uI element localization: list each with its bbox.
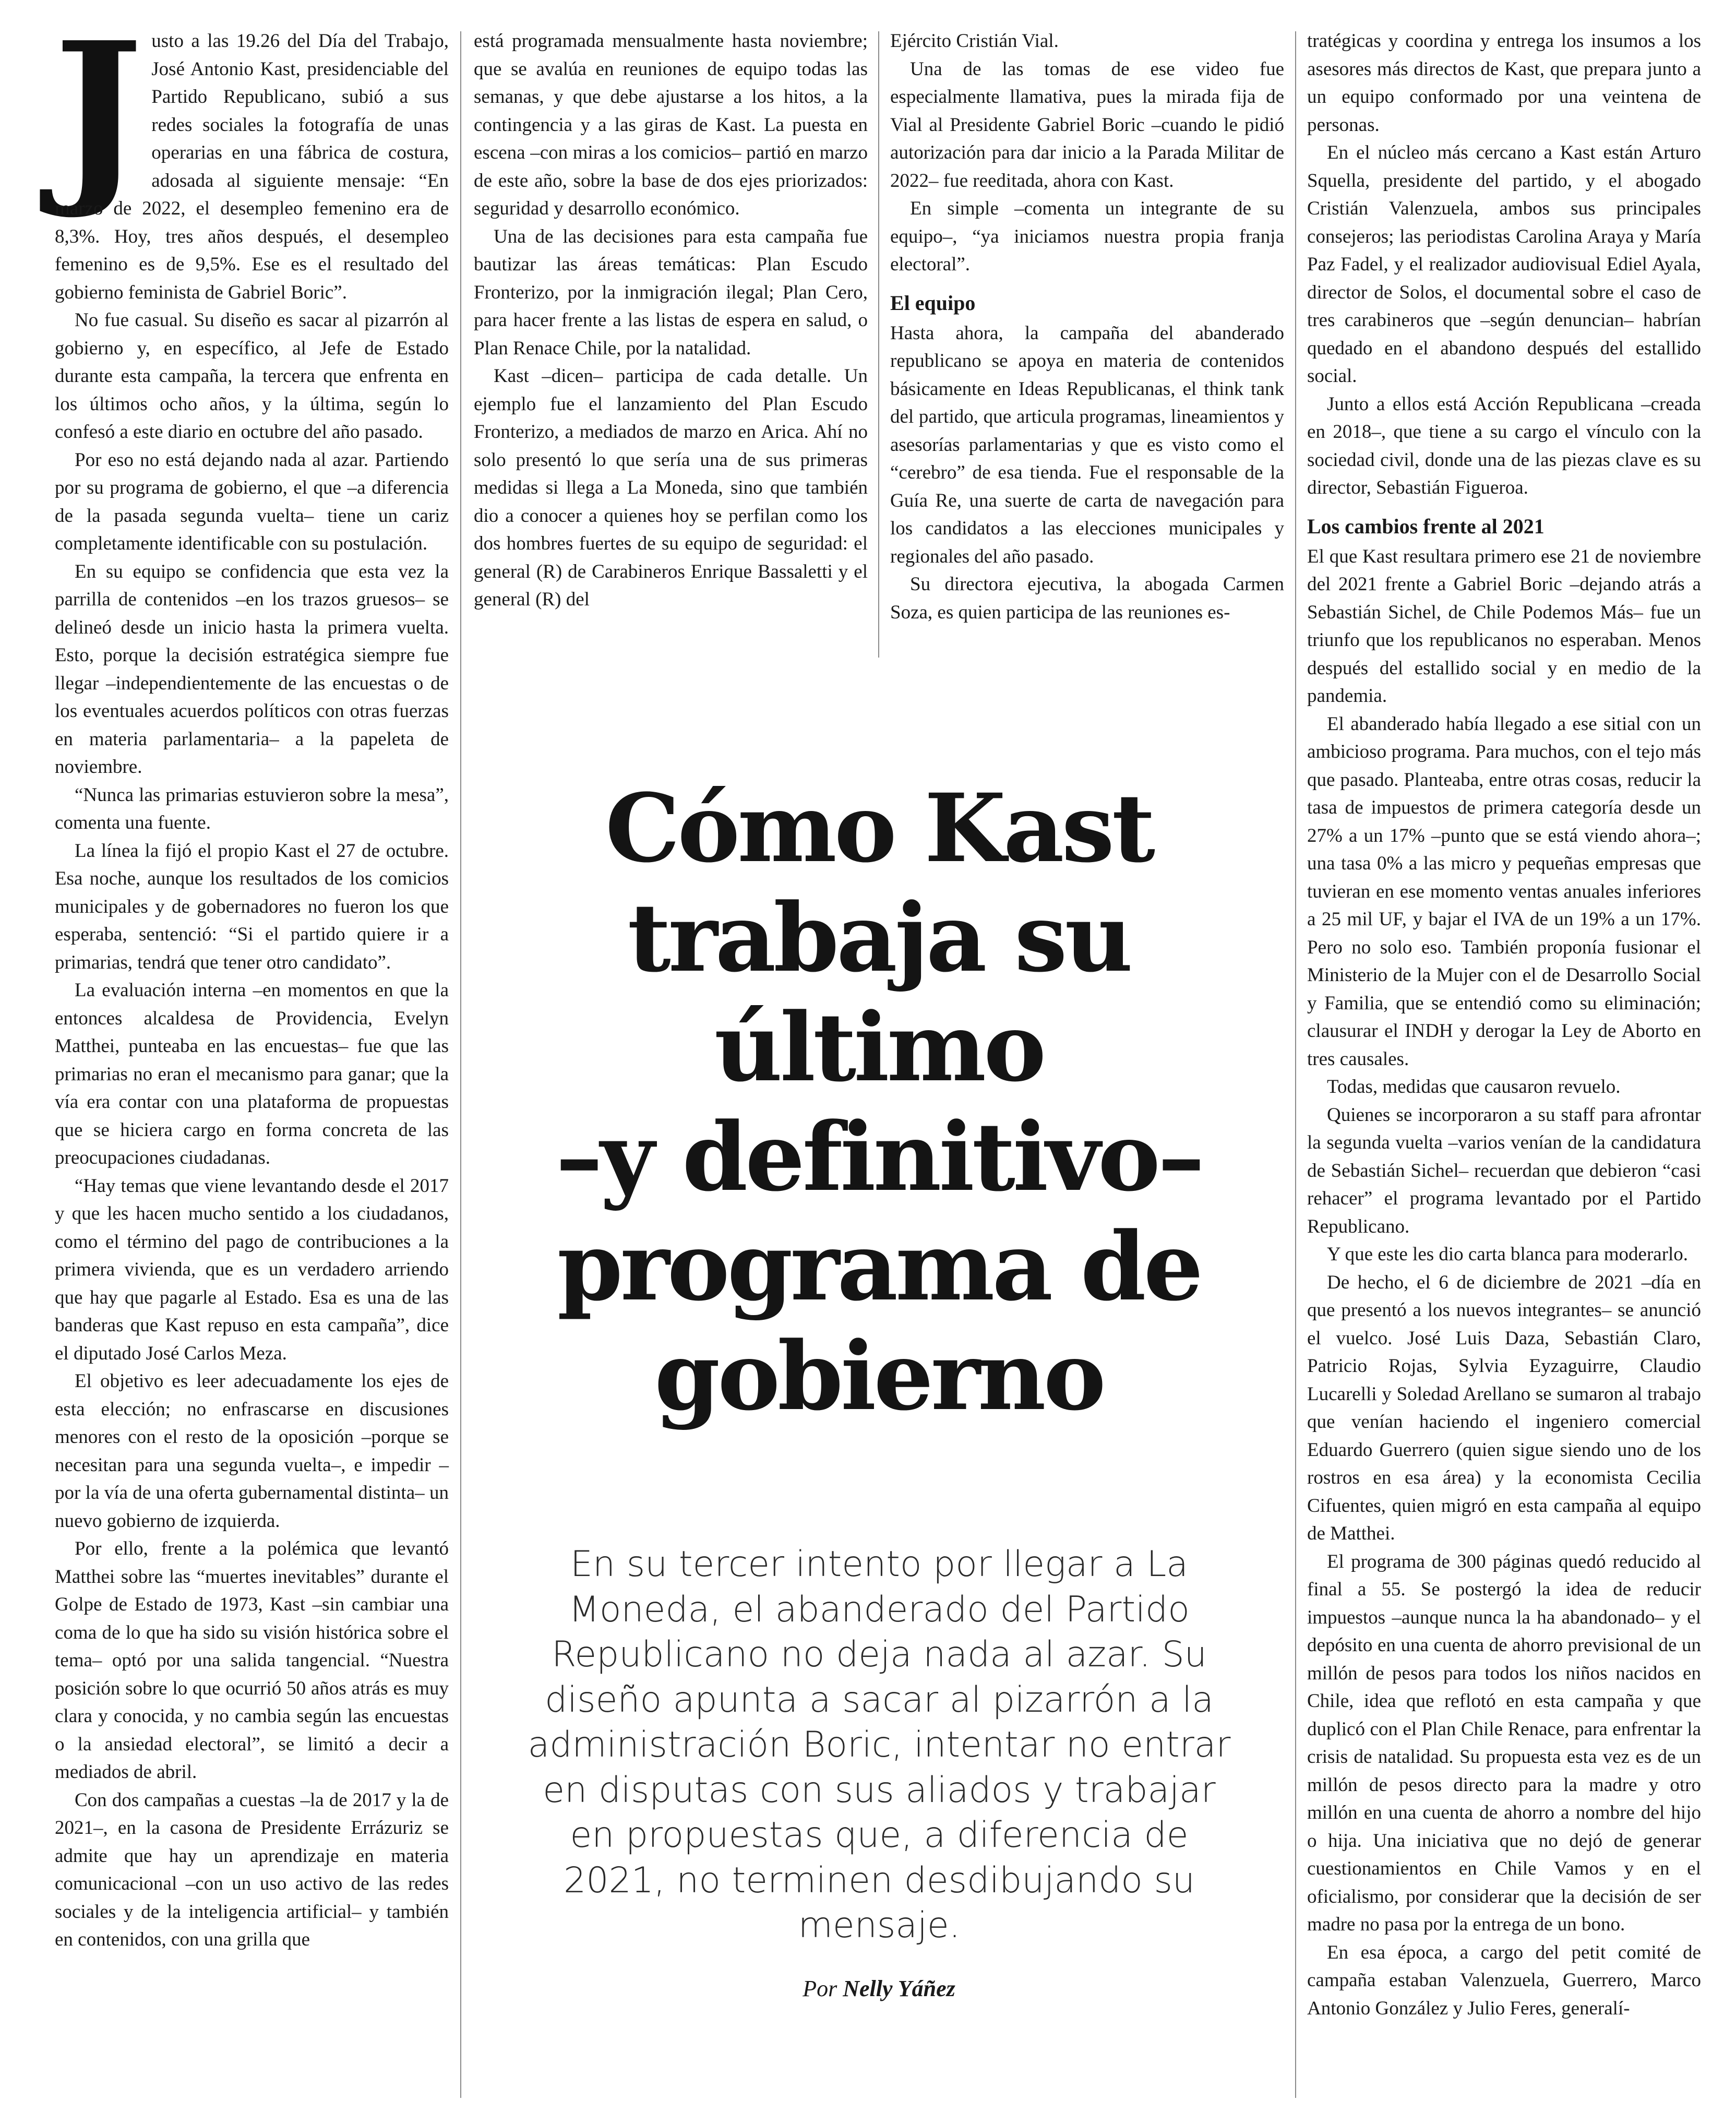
paragraph: Con dos campañas a cuestas –la de 2017 y la de 2021–, en la casona de Presidente Errázuriz se admite que hay un aprendizaje en materia comunicacional –con un uso activo de las redes sociales y de la inteligencia artificial– y también en contenidos, con una grilla que (55, 1789, 449, 1950)
paragraph: Una de las tomas de ese video fue especialmente llamativa, pues la mirada fija de Vial al Presidente Gabriel Boric –cuando le pidió autorización para dar inicio a la Parada Militar de 2022– fue reeditada, ahora con Kast. (890, 58, 1284, 192)
paragraph: El abanderado había llegado a ese sitial con un ambicioso programa. Para muchos, con el tejo más que pasado. Planteaba, entre otras cosas, reducir la tasa de impuestos de primera categoría desde un 27% a un 17% –punto que se está viendo ahora–; una tasa 0% a las micro y pequeñas empresas que tuvieran en ese momento ventas anuales inferiores a 25 mil UF, y bajar el IVA de un 19% a un 17%. Pero no solo eso. También proponía fusionar el Ministerio de la Mujer con el de Desarrollo Social y Familia, que se entendió como su eliminación; clausurar el INDH y derogar la Ley de Aborto en tres causales. (1307, 713, 1701, 1070)
headline-line: trabaja su (627, 883, 1131, 993)
paragraph: Una de las decisiones para esta campaña fue bautizar las áreas temáticas: Plan Escudo Fronterizo, por la inmigración ilegal; Plan Cero, para hacer frente a las listas de espera en salud, o Plan Renace Chile, por la natalidad. (474, 225, 868, 359)
article-column-4 (1307, 27, 1701, 2022)
byline (474, 1975, 1284, 2002)
byline-author: Nelly Yáñez (843, 1976, 955, 2001)
paragraph: El objetivo es leer adecuadamente los ejes de esta elección; no enfrascarse en discusiones menores con el resto de la oposición –porque se necesitan para una segunda vuelta–, e impedir –por la vía de una oferta gubernamental distinta– un nuevo gobierno de izquierda. (55, 1370, 449, 1532)
paragraph: El que Kast resultara primero ese 21 de noviembre del 2021 frente a Gabriel Boric –dejando atrás a Sebastián Sichel, de Chile Podemos Más– fue un triunfo que los republicanos no esperaban. Menos después del estallido social y en medio de la pandemia. (1307, 545, 1701, 707)
headline-line: último (714, 993, 1044, 1103)
article-headline (474, 774, 1284, 1431)
paragraph: Por ello, frente a la polémica que levantó Matthei sobre las “muertes inevitables” durante el Golpe de Estado de 1973, Kast –sin cambiar una coma de lo que ha sido su visión histórica sobre el tema– optó por una salida tangencial. “Nuestra posición sobre lo que ocurrió 50 años atrás es muy clara y conocida, y no cambia según las encuestas o la ansiedad electoral”, se limitó a decir a mediados de abril. (55, 1538, 449, 1783)
section-subheading: Los cambios frente al 2021 (1307, 514, 1545, 538)
column-divider (878, 31, 879, 658)
paragraph: Todas, medidas que causaron revuelo. (1327, 1076, 1621, 1097)
paragraph: “Hay temas que viene levantando desde el 2017 y que les hacen mucho sentido a los ciudadanos, como el término del pago de contribuciones a la primera vivienda, que es un verdadero arriendo que hay que pagarle al Estado. Esa es una de las banderas que Kast repuso en esta campaña”, dice el diputado José Carlos Meza. (55, 1175, 449, 1364)
paragraph: Y que este les dio carta blanca para moderarlo. (1327, 1244, 1689, 1265)
paragraph: En esa época, a cargo del petit comité de campaña estaban Valenzuela, Guerrero, Marco Antonio González y Julio Feres, generalí- (1307, 1941, 1701, 2019)
paragraph: Por eso no está dejando nada al azar. Partiendo por su programa de gobierno, el que –a diferencia de la pasada segunda vuelta– tiene un cariz completamente identificable con su postulación. (55, 449, 449, 554)
paragraph: tratégicas y coordina y entrega los insumos a los asesores más directos de Kast, que prepara junto a un equipo conformado por una veintena de personas. (1307, 30, 1701, 136)
byline-prefix: Por (803, 1976, 837, 2001)
paragraph: “Nunca las primarias estuvieron sobre la mesa”, comenta una fuente. (55, 784, 449, 833)
paragraph: La evaluación interna –en momentos en que la entonces alcaldesa de Providencia, Evelyn Matthei, punteaba en las encuestas– fue que las primarias no eran el mecanismo para ganar; que la vía era contar con una plataforma de propuestas que se hiciera cargo en forma concreta de las preocupaciones ciudadanas. (55, 980, 449, 1168)
paragraph: Hasta ahora, la campaña del abanderado republicano se apoya en materia de contenidos básicamente en Ideas Republicanas, el think tank del partido, que articula programas, lineamientos y asesorías parlamentarias y que es visto como el “cerebro” de esa tienda. Fue el responsable de la Guía Re, una suerte de carta de navegación para los candidatos a las elecciones municipales y regionales del año pasado. (890, 322, 1284, 567)
paragraph: En su equipo se confidencia que esta vez la parrilla de contenidos –en los trazos gruesos– se delineó desde un inicio hasta la primera vuelta. Esto, porque la decisión estratégica siempre fue llegar –independientemente de las encuestas o de los eventuales acuerdos políticos con otras fuerzas en materia parlamentaria– a la papeleta de noviembre. (55, 560, 449, 778)
paragraph: El programa de 300 páginas quedó reducido al final a 55. Se postergó la idea de reducir impuestos –aunque nunca la ha abandonado– y el depósito en una cuenta de ahorro previsional de un millón de pesos para todos los niños nacidos en Chile, idea que reflotó en esta campaña y que duplicó con el Plan Chile Renace, para enfrentar la crisis de natalidad. Su propuesta esta vez es de un millón de pesos directo para la madre y otro millón en una cuenta de ahorro a nombre del hijo o hija. Una iniciativa que no dejó de generar cuestionamientos en Chile Vamos y en el oficialismo, por considerar que la decisión de ser madre no pasa por la entrega de un bono. (1307, 1550, 1701, 1935)
paragraph: está programada mensualmente hasta noviembre; que se avalúa en reuniones de equipo todas las semanas, y que debe ajustarse a los hitos, a la contingencia y a las giras de Kast. La puesta en escena –con miras a los comicios– partió en marzo de este año, sobre la base de dos ejes priorizados: seguridad y desarrollo económico. (474, 30, 868, 219)
section-subheading: El equipo (890, 291, 976, 315)
column-divider (460, 31, 461, 2098)
drop-cap: J (54, 1, 143, 223)
article-column-3 (890, 27, 1284, 626)
paragraph: Junto a ellos está Acción Republicana –creada en 2018–, que tiene a su cargo el vínculo con la sociedad civil, donde una de las piezas clave es su director, Sebastián Figueroa. (1307, 393, 1701, 498)
article-column-2 (474, 27, 868, 614)
paragraph: Quienes se incorporaron a su staff para afrontar la segunda vuelta –varios venían de la candidatura de Sebastián Sichel– recuerdan que debieron “casi rehacer” el programa levantado por el Partido Republicano. (1307, 1104, 1701, 1237)
paragraph: De hecho, el 6 de diciembre de 2021 –día en que presentó a los nuevos integrantes– se anunció el vuelco. José Luis Daza, Sebastián Claro, Patricio Rojas, Sylvia Eyzaguirre, Claudio Lucarelli y Soledad Arellano se sumaron al trabajo que venían haciendo el ingeniero comercial Eduardo Guerrero (quien sigue siendo uno de los rostros en esa área) y la economista Cecilia Cifuentes, quien migró en esta campaña al equipo de Matthei. (1307, 1271, 1701, 1544)
headline-line: gobierno (654, 1321, 1104, 1431)
paragraph: Ejército Cristián Vial. (890, 30, 1059, 52)
article-dek: En su tercer intento por llegar a La Moneda, el abanderado del Partido Republicano no deja nada al azar. Su diseño apunta a sacar al pizarrón a la administración Boric, intentar no entrar en disputas con sus aliados y trabajar en propuestas que, a diferencia de 2021, no terminen desdibujando su mensaje. (528, 1544, 1231, 1946)
headline-line: –y definitivo– (556, 1102, 1202, 1212)
paragraph: En simple –comenta un integrante de su equipo–, “ya iniciamos nuestra propia franja electoral”. (890, 198, 1284, 275)
paragraph: Kast –dicen– participa de cada detalle. Un ejemplo fue el lanzamiento del Plan Escudo Fronterizo, a mediados de marzo en Arica. Ahí no solo presentó lo que sería una de sus primeras medidas si llega a La Moneda, sino que también dio a conocer a quienes hoy se perfilan como los dos hombres fuertes de su equipo de seguridad: el general (R) de Carabineros Enrique Bassaletti y el general (R) del (474, 365, 868, 610)
headline-line: programa de (557, 1212, 1201, 1322)
column-divider (1295, 31, 1296, 2098)
paragraph: No fue casual. Su diseño es sacar al pizarrón al gobierno y, en específico, al Jefe de Estado durante esta campaña, la tercera que enfrenta en los últimos ocho años, y la última, según lo confesó a este diario en octubre del año pasado. (55, 309, 449, 443)
paragraph: En el núcleo más cercano a Kast están Arturo Squella, presidente del partido, y el abogado Cristián Valenzuela, ambos sus principales consejeros; las periodistas Carolina Araya y María Paz Fadel, y el realizador audiovisual Ediel Ayala, director de Solos, el documental sobre el caso de tres carabineros que –según denuncian– habrían quedado en el abandono después del estallido social. (1307, 142, 1701, 387)
paragraph: La línea la fijó el propio Kast el 27 de octubre. Esa noche, aunque los resultados de los comicios municipales y de gobernadores no fueron los que esperaba, sentenció: “Si el partido quiere ir a primarias, tendrá que tener otro candidato”. (55, 840, 449, 973)
article-column-1 (54, 1, 449, 1954)
paragraph: usto a las 19.26 del Día del Trabajo, José Antonio Kast, presidenciable del Partido Republicano, subió a sus redes sociales la fotografía de unas operarias en una fábrica de costura, adosada al siguiente mensaje: “En marzo de 2022, el desempleo femenino era de 8,3%. Hoy, tres años después, el desempleo femenino es de 9,5%. Ese es el resultado del gobierno feminista de Gabriel Boric”. (55, 30, 449, 303)
headline-line: Cómo Kast (605, 773, 1153, 884)
paragraph: Su directora ejecutiva, la abogada Carmen Soza, es quien participa de las reuniones es- (890, 574, 1284, 623)
